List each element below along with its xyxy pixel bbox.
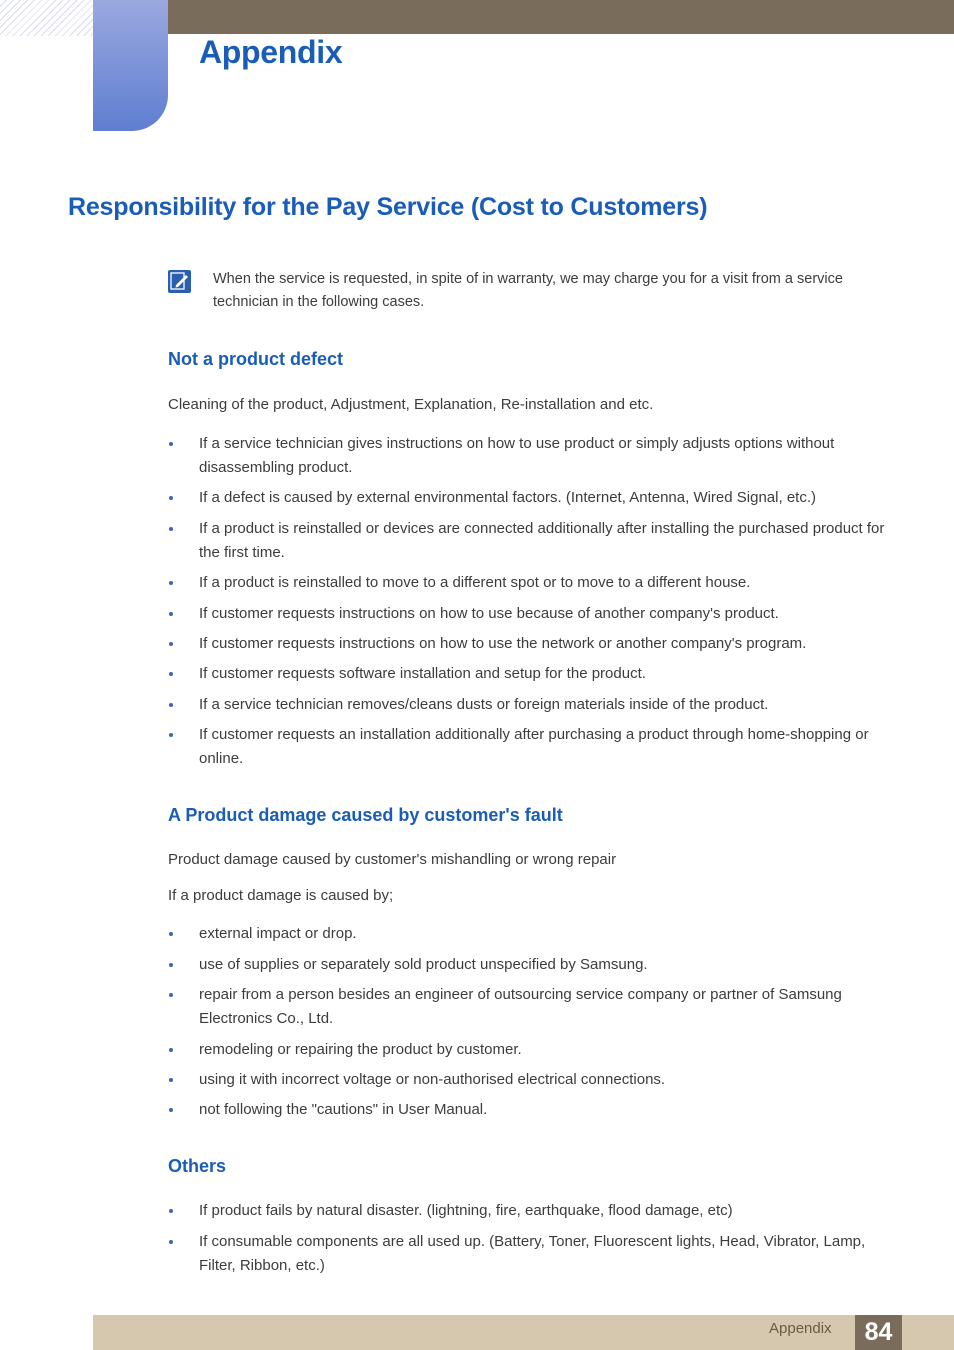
chapter-title: Appendix <box>199 34 343 70</box>
list-item: use of supplies or separately sold product unspecified by Samsung. <box>199 953 889 977</box>
list-item: If consumable components are all used up. (Battery, Toner, Fluorescent lights, Head, Vibrator, Lamp, Filter, Ribbon, etc.) <box>199 1230 889 1278</box>
bullet-icon <box>169 993 173 997</box>
list-item: remodeling or repairing the product by customer. <box>199 1038 889 1062</box>
bullet-icon <box>169 733 173 737</box>
note-text: When the service is requested, in spite of in warranty, we may charge you for a visit from a service technician in the following cases. <box>213 271 843 310</box>
list-item: If customer requests instructions on how to use the network or another company's program. <box>199 632 889 656</box>
bullet-icon <box>169 581 173 585</box>
bullet-icon <box>169 642 173 646</box>
bullet-icon <box>169 1240 173 1244</box>
list-item: If a product is reinstalled to move to a different spot or to move to a different house. <box>199 571 889 595</box>
damage-intro-2: If a product damage is caused by; <box>168 887 394 904</box>
note-pencil-icon <box>168 270 191 293</box>
heading-product-damage: A Product damage caused by customer's fault <box>168 805 563 825</box>
heading-not-product-defect: Not a product defect <box>168 349 344 369</box>
list-item: If a defect is caused by external environmental factors. (Internet, Antenna, Wired Signal, etc.) <box>199 486 889 510</box>
bullet-icon <box>169 1108 173 1112</box>
heading-others: Others <box>168 1156 227 1176</box>
list-item: If a service technician gives instructions on how to use product or simply adjusts options without disassembling product. <box>199 432 889 480</box>
page-number: 84 <box>855 1315 902 1350</box>
list-item: repair from a person besides an engineer of outsourcing service company or partner of Samsung Electronics Co., Ltd. <box>199 983 889 1031</box>
list-item: not following the "cautions" in User Manual. <box>199 1098 889 1122</box>
bullet-icon <box>169 612 173 616</box>
chapter-tab <box>93 0 168 131</box>
list-item: If customer requests instructions on how to use because of another company's product. <box>199 602 889 626</box>
list-item: If customer requests an installation additionally after purchasing a product through home-shopping or online. <box>199 723 889 771</box>
not-defect-intro: Cleaning of the product, Adjustment, Explanation, Re-installation and etc. <box>168 396 654 413</box>
header-bar <box>168 0 954 34</box>
footer-label: Appendix <box>769 1320 832 1337</box>
section-title: Responsibility for the Pay Service (Cost to Customers) <box>68 193 708 221</box>
bullet-icon <box>169 1048 173 1052</box>
bullet-icon <box>169 442 173 446</box>
list-item: If a service technician removes/cleans dusts or foreign materials inside of the product. <box>199 693 889 717</box>
bullet-icon <box>169 1078 173 1082</box>
bullet-icon <box>169 1209 173 1213</box>
bullet-icon <box>169 703 173 707</box>
list-item: using it with incorrect voltage or non-authorised electrical connections. <box>199 1068 889 1092</box>
bullet-icon <box>169 963 173 967</box>
bullet-icon <box>169 672 173 676</box>
list-item: If product fails by natural disaster. (lightning, fire, earthquake, flood damage, etc) <box>199 1199 889 1223</box>
list-item: If a product is reinstalled or devices are connected additionally after installing the purchased product for the first time. <box>199 517 889 565</box>
list-item: If customer requests software installation and setup for the product. <box>199 662 889 686</box>
bullet-icon <box>169 496 173 500</box>
header-hatch-decoration <box>0 0 93 36</box>
damage-intro: Product damage caused by customer's mishandling or wrong repair <box>168 851 617 868</box>
bullet-icon <box>169 527 173 531</box>
bullet-icon <box>169 932 173 936</box>
list-item: external impact or drop. <box>199 922 889 946</box>
